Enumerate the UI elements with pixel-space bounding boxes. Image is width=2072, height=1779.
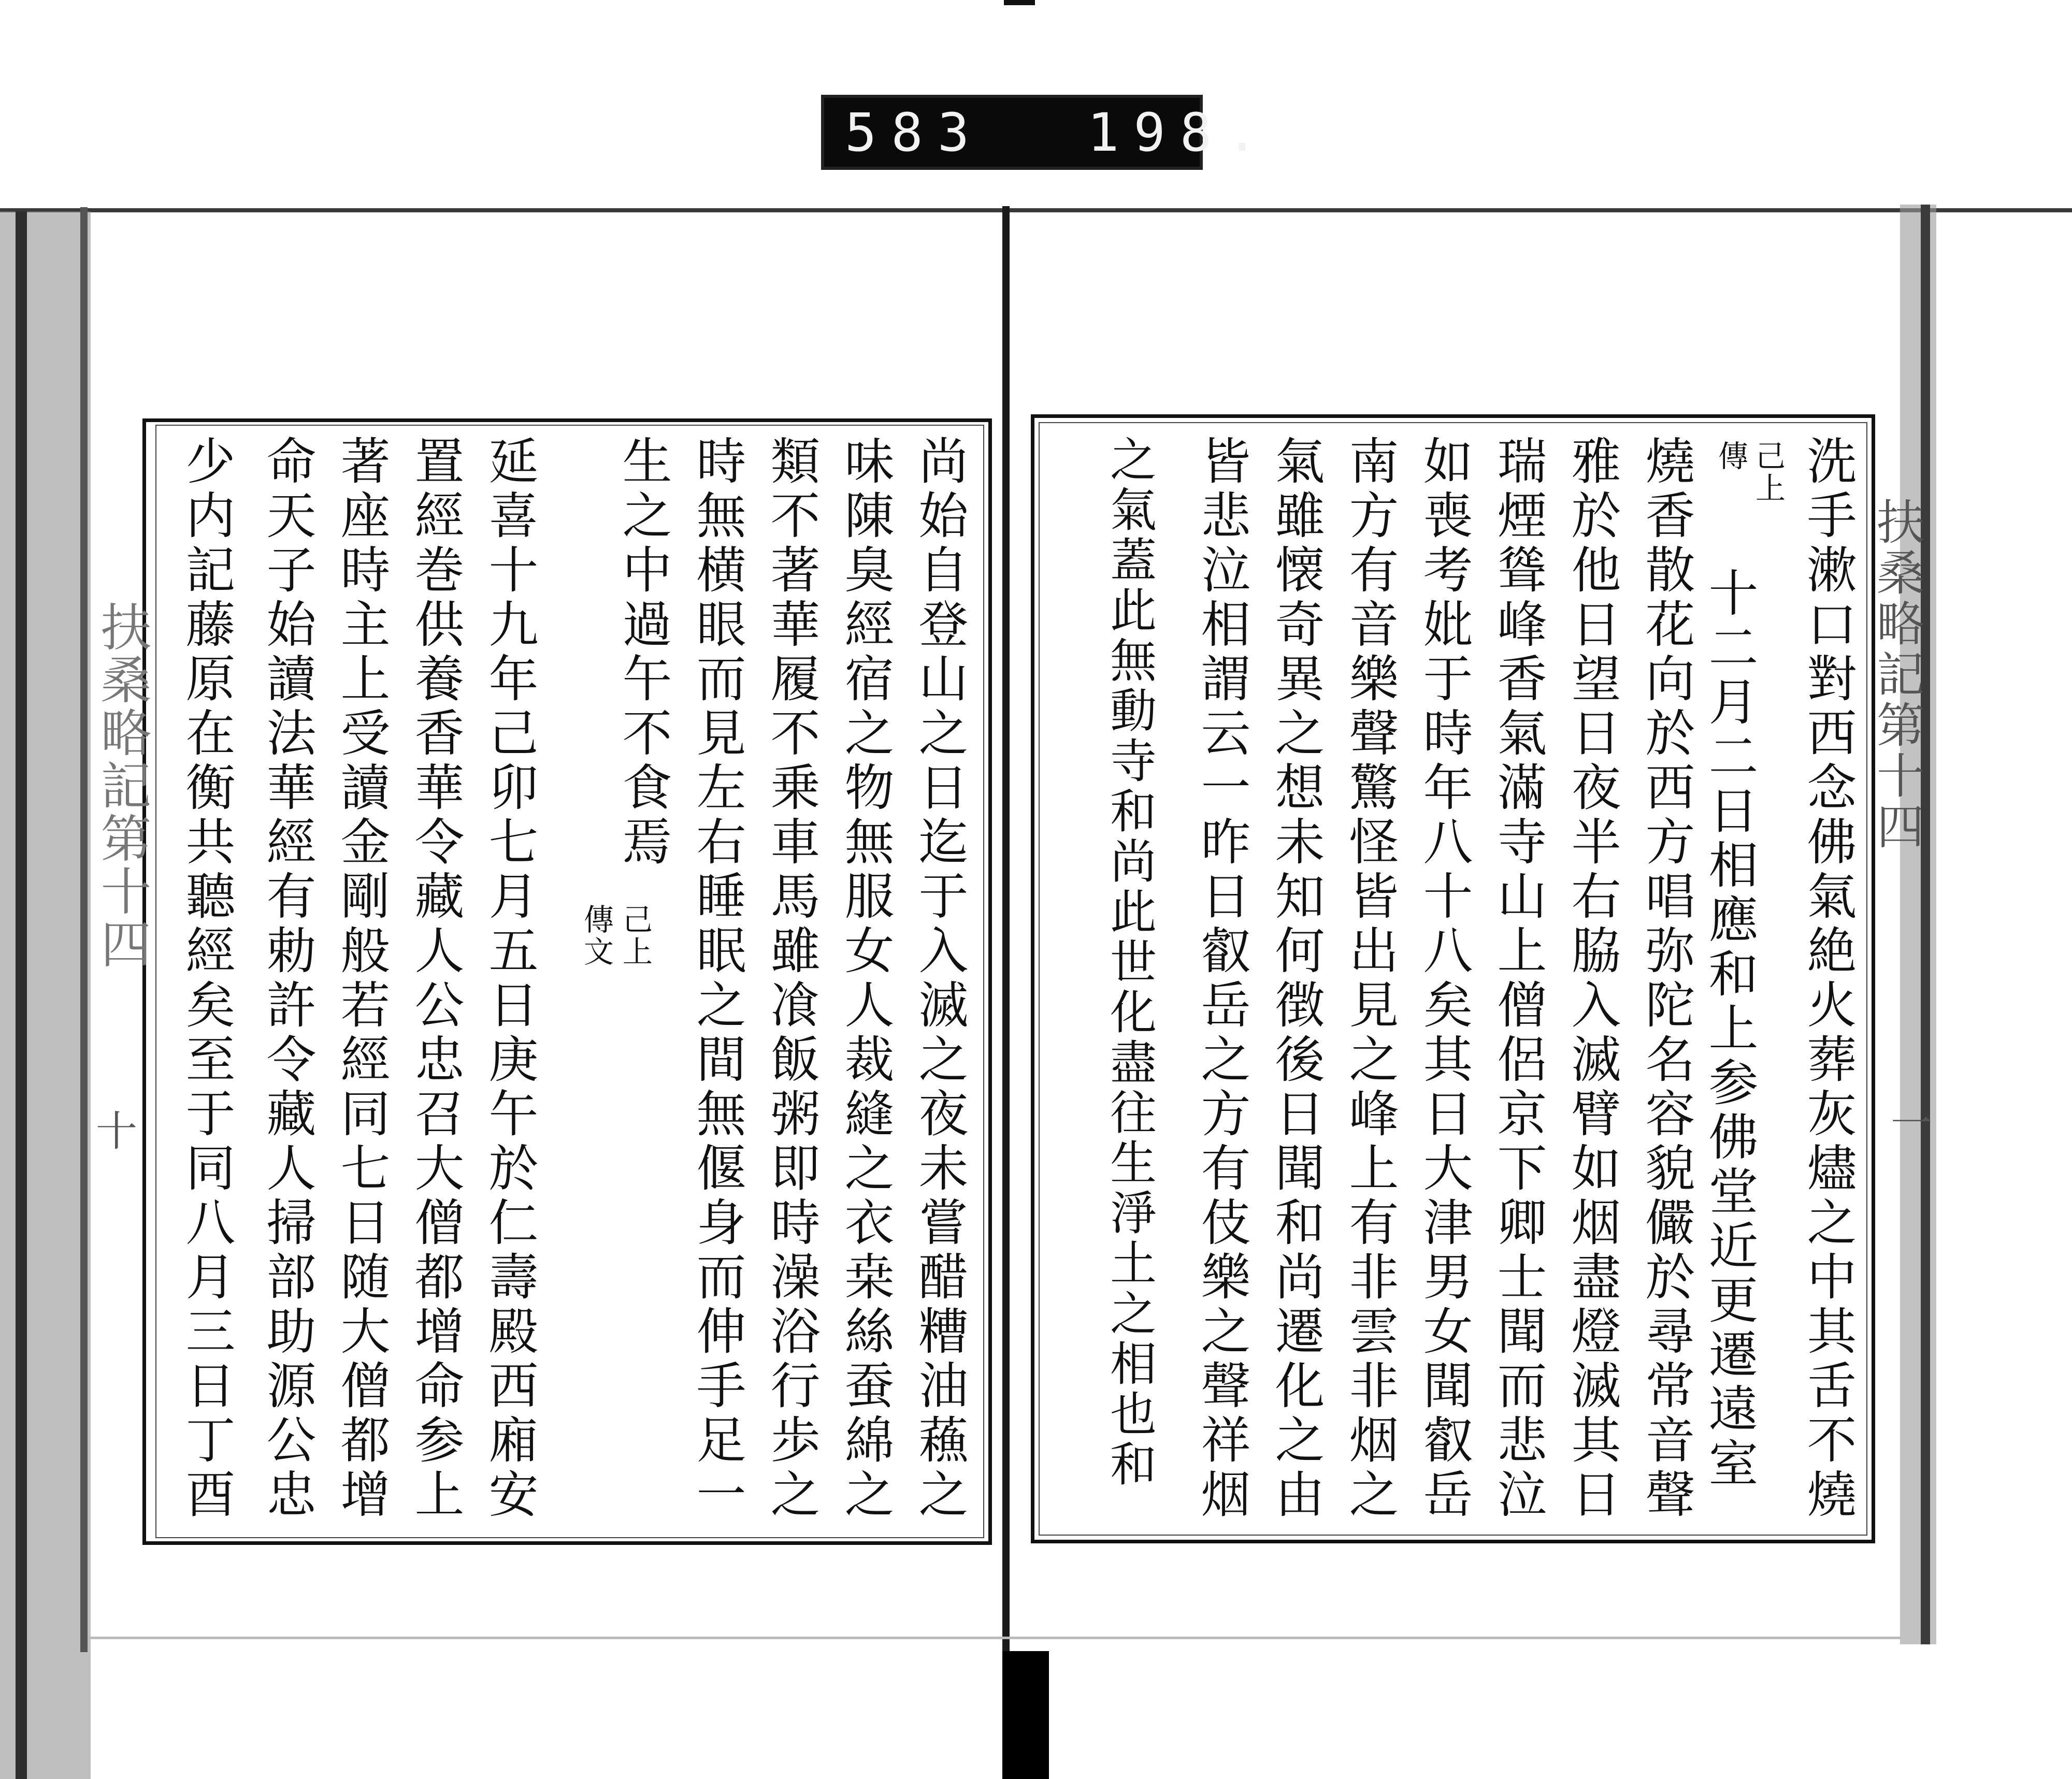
archive-label — [821, 95, 1273, 170]
left-note-source-b: 傳文 — [579, 904, 614, 968]
left-column-2: 味陳臭經宿之物無服女人裁縫之衣桒絲蚕綿之 — [837, 435, 895, 1523]
left-note-source-a: 己上 — [617, 904, 653, 968]
label-number-right: 198. — [1087, 102, 1273, 164]
label-number-left: 583 — [845, 102, 984, 164]
left-column-5: 生之中過午不食焉 — [614, 435, 672, 870]
bottom-border-line — [88, 1637, 1901, 1639]
right-column-10: 之氣蓋此無動寺和尚此世化盡往生淨土之相也和 — [1102, 435, 1156, 1490]
left-column-4: 時無横眼而見左右睡眠之間無偃身而伸手足一 — [688, 435, 746, 1523]
center-gutter — [1002, 206, 1010, 1651]
right-margin-title: 扶桑略記第十四 — [1869, 497, 1924, 852]
right-column-6: 如喪考妣于時年八十八矣其日大津男女聞叡岳 — [1415, 435, 1473, 1523]
left-column-10: 少内記藤原在衡共聽經矣至于同八月三日丁酉 — [178, 435, 236, 1523]
left-margin-title: 扶桑略記第十四 — [92, 601, 151, 971]
left-folio: 十 — [96, 1107, 137, 1155]
right-book-edge — [1900, 205, 1936, 1644]
left-column-7: 置經巻供養香華令藏人公忠召大僧都增命参上 — [407, 435, 465, 1523]
gutter-shadow — [1002, 1651, 1049, 1779]
right-column-9: 皆悲泣相謂云一昨日叡岳之方有伎樂之聲祥烟 — [1193, 435, 1251, 1523]
right-column-4: 雅於他日望日夜半右脇入滅臂如烟盡燈滅其日 — [1563, 435, 1621, 1523]
right-column-1: 洗手漱口對西念佛氣絶火葬灰燼之中其舌不燒 — [1799, 435, 1857, 1523]
left-column-3: 類不著華履不乗車馬雖飡飯粥即時澡浴行歩之 — [762, 435, 821, 1523]
right-column-7: 南方有音樂聲驚怪皆出見之峰上有非雲非烟之 — [1341, 435, 1399, 1523]
right-column-2: 十二月二日相應和上参佛堂近更遷遠室 — [1701, 567, 1759, 1492]
right-column-8: 氣雖懐奇異之想未知何徴後日聞和尚遷化之由 — [1267, 435, 1325, 1523]
right-folio: 一 — [1891, 1100, 1932, 1148]
top-border-line — [0, 208, 2072, 212]
right-column-5: 瑞煙聳峰香氣滿寺山上僧侶京下卿士聞而悲泣 — [1489, 435, 1547, 1523]
left-column-6: 延喜十九年己卯七月五日庚午於仁壽殿西廂安 — [481, 435, 539, 1523]
right-note-source-b: 傳 — [1713, 440, 1748, 472]
left-column-9: 命天子始讀法華經有勅許令藏人掃部助源公忠 — [258, 435, 316, 1523]
left-book-spine-line — [16, 211, 27, 1779]
right-book-spine-line — [1921, 205, 1930, 1644]
left-column-1: 尚始自登山之日迄于入滅之夜未嘗醋糟油蘓之 — [911, 435, 969, 1523]
left-book-edge — [0, 211, 91, 1779]
right-column-3: 燒香散花向於西方唱弥陀名容貌儼於尋常音聲 — [1637, 435, 1695, 1523]
top-registration-mark — [1004, 0, 1035, 5]
right-note-source-a: 己上 — [1750, 440, 1786, 504]
left-column-8: 著座時主上受讀金剛般若經同七日随大僧都增 — [333, 435, 391, 1523]
